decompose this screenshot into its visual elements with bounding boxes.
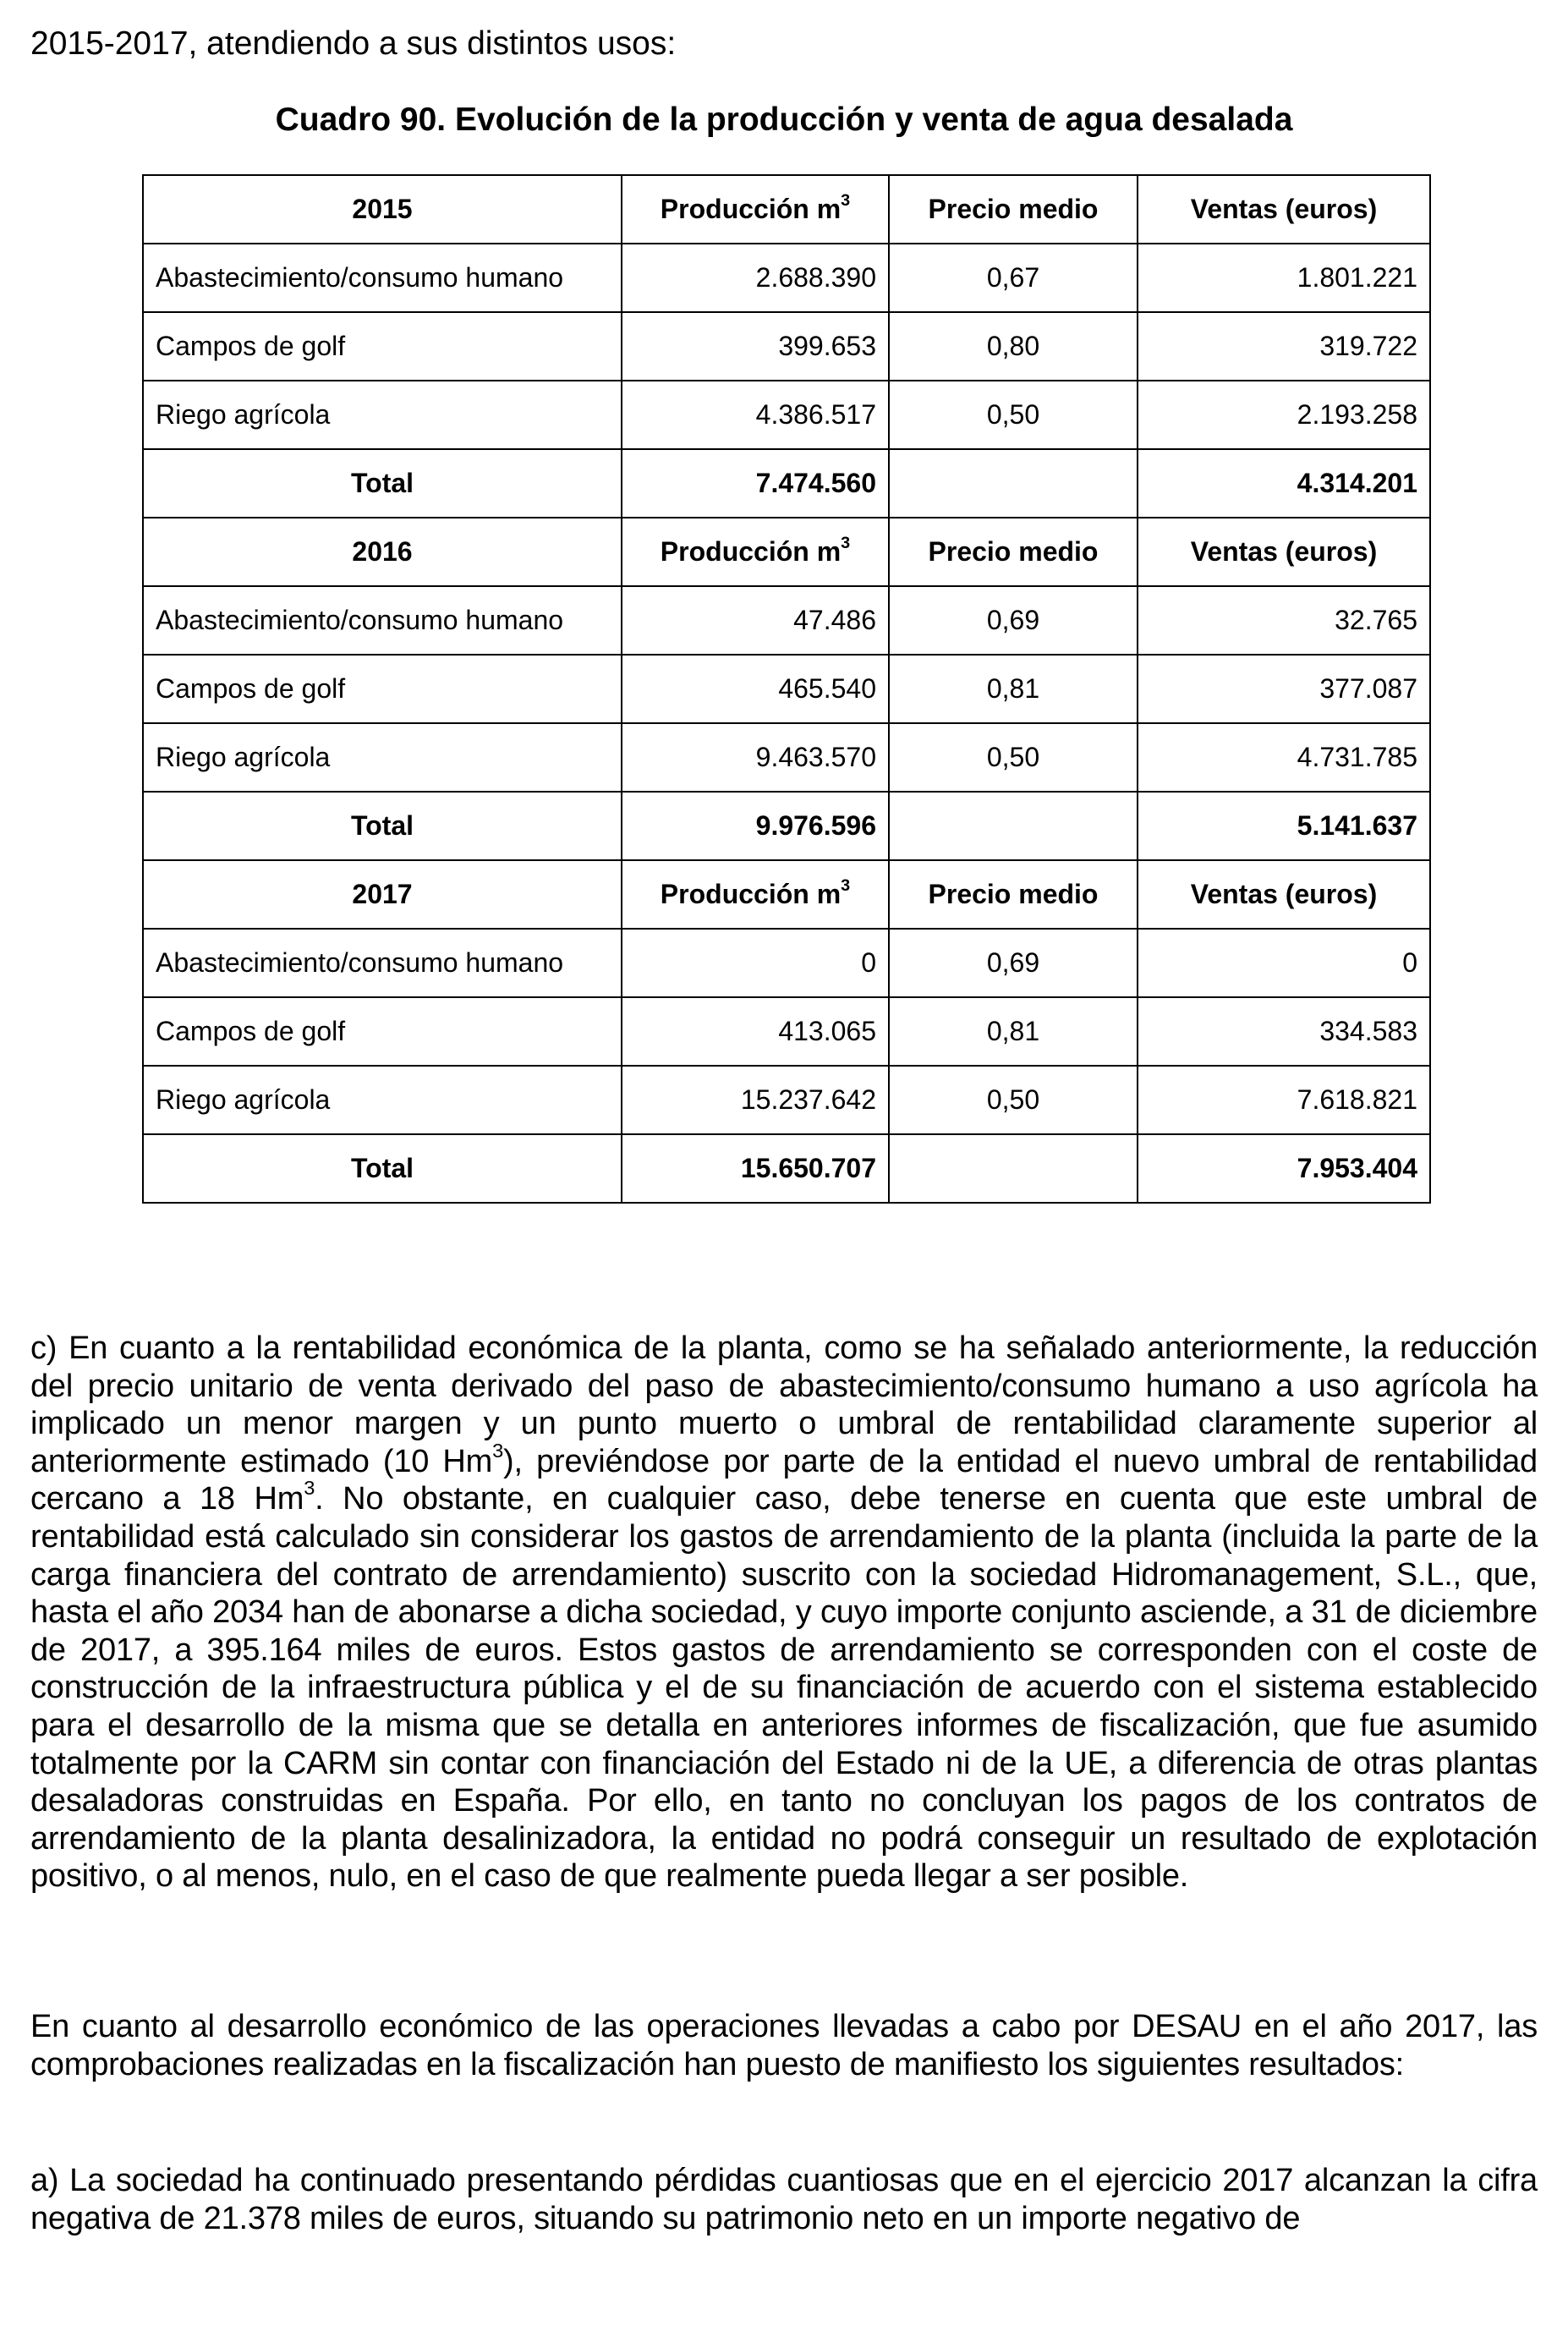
sales-header: Ventas (euros) [1138, 175, 1430, 244]
price-cell: 0,81 [889, 655, 1138, 723]
production-cell: 0 [622, 929, 889, 997]
price-header: Precio medio [889, 175, 1138, 244]
sales-cell: 319.722 [1138, 312, 1430, 381]
production-header: Producción $m^3$ [622, 518, 889, 586]
table-row [143, 997, 1430, 1066]
production-cell: 47.486 [622, 586, 889, 655]
sales-cell: 0 [1138, 929, 1430, 997]
water-production-table [142, 174, 1431, 1204]
total-label: Total [143, 449, 622, 518]
table-caption: Cuadro 90. Evolución de la producción y venta de agua desalada [275, 101, 1293, 138]
sales-cell: 32.765 [1138, 586, 1430, 655]
production-header: Producción $m^3$ [622, 860, 889, 929]
price-cell: 0,81 [889, 997, 1138, 1066]
total-price-empty [889, 792, 1138, 860]
price-cell: 0,80 [889, 312, 1138, 381]
use-cell: Abastecimiento/consumo humano [143, 586, 622, 655]
use-cell: Campos de golf [143, 312, 622, 381]
price-cell: 0,50 [889, 1066, 1138, 1134]
year-header: 2016 [143, 518, 622, 586]
table-row [143, 244, 1430, 312]
table-row [143, 723, 1430, 792]
production-cell: 413.065 [622, 997, 889, 1066]
paragraph-profitability: c) En cuanto a la rentabilidad económica de la planta, como se ha señalado anteriormente, la reducción del precio unitario de venta derivado del paso de abastecimiento/consumo humano a uso agrícola ha implicado un menor margen y un punto muerto o umbral de rentabilidad claramente superior al anteriormente estimado (10 Hm$^3$), previéndose por parte de la entidad el nuevo umbral de rentabilidad cercano a 18 Hm$^3$. No obstante, en cualquier caso, debe tenerse en cuenta que este umbral de rentabilidad está calculado sin considerar los gastos de arrendamiento de la planta (incluida la parte de la carga financiera del contrato de arrendamiento) suscrito con la sociedad Hidromanagement, S.L., que, hasta el año 2034 han de abonarse a dicha sociedad, y cuyo importe conjunto asciende, a 31 de diciembre de 2017, a 395.164 miles de euros. Estos gastos de arrendamiento se corresponden con el coste de construcción de la infraestructura pública y el de su financiación de acuerdo con el sistema establecido para el desarrollo de la misma que se detalla en anteriores informes de fiscalización, que fue asumido totalmente por la CARM sin contar con financiación del Estado ni de la UE, a diferencia de otras plantas desaladoras construidas en España. Por ello, en tanto no concluyan los pagos de los contratos de arrendamiento de la planta desalinizadora, la entidad no podrá conseguir un resultado de explotación positivo, o al menos, nulo, en el caso de que realmente pueda llegar a ser posible. [30, 1330, 1538, 1895]
total-label: Total [143, 792, 622, 860]
price-cell: 0,69 [889, 929, 1138, 997]
total-price-empty [889, 449, 1138, 518]
total-sales: 7.953.404 [1138, 1134, 1430, 1203]
price-header: Precio medio [889, 860, 1138, 929]
price-cell: 0,50 [889, 381, 1138, 449]
production-cell: 9.463.570 [622, 723, 889, 792]
total-sales: 5.141.637 [1138, 792, 1430, 860]
total-price-empty [889, 1134, 1138, 1203]
price-header: Precio medio [889, 518, 1138, 586]
total-production: 15.650.707 [622, 1134, 889, 1203]
total-row [143, 1134, 1430, 1203]
table-header-row [143, 518, 1430, 586]
table-row [143, 586, 1430, 655]
total-production: 7.474.560 [622, 449, 889, 518]
table-row [143, 312, 1430, 381]
use-cell: Riego agrícola [143, 1066, 622, 1134]
year-header: 2017 [143, 860, 622, 929]
price-cell: 0,50 [889, 723, 1138, 792]
production-cell: 399.653 [622, 312, 889, 381]
sales-cell: 4.731.785 [1138, 723, 1430, 792]
price-cell: 0,69 [889, 586, 1138, 655]
table-row [143, 929, 1430, 997]
production-header: Producción $m^3$ [622, 175, 889, 244]
use-cell: Abastecimiento/consumo humano [143, 929, 622, 997]
table-header-row [143, 175, 1430, 244]
paragraph-economic-development: En cuanto al desarrollo económico de las operaciones llevadas a cabo por DESAU en el año 2017, las comprobaciones realizadas en la fiscalización han puesto de manifiesto los siguientes resultados: [30, 2009, 1538, 2082]
use-cell: Abastecimiento/consumo humano [143, 244, 622, 312]
use-cell: Campos de golf [143, 655, 622, 723]
paragraph-losses: a) La sociedad ha continuado presentando pérdidas cuantiosas que en el ejercicio 2017 alcanzan la cifra negativa de 21.378 miles de euros, situando su patrimonio neto en un importe negativo de [30, 2163, 1538, 2236]
sales-cell: 7.618.821 [1138, 1066, 1430, 1134]
total-production: 9.976.596 [622, 792, 889, 860]
use-cell: Campos de golf [143, 997, 622, 1066]
production-cell: 4.386.517 [622, 381, 889, 449]
table-row [143, 655, 1430, 723]
production-cell: 465.540 [622, 655, 889, 723]
price-cell: 0,67 [889, 244, 1138, 312]
year-header: 2015 [143, 175, 622, 244]
table-header-row [143, 860, 1430, 929]
sales-cell: 377.087 [1138, 655, 1430, 723]
sales-cell: 1.801.221 [1138, 244, 1430, 312]
use-cell: Riego agrícola [143, 381, 622, 449]
table-row [143, 1066, 1430, 1134]
intro-line: 2015-2017, atendiendo a sus distintos usos: [30, 25, 677, 62]
total-sales: 4.314.201 [1138, 449, 1430, 518]
total-row [143, 792, 1430, 860]
total-row [143, 449, 1430, 518]
table-row [143, 381, 1430, 449]
total-label: Total [143, 1134, 622, 1203]
sales-cell: 334.583 [1138, 997, 1430, 1066]
production-cell: 2.688.390 [622, 244, 889, 312]
sales-header: Ventas (euros) [1138, 518, 1430, 586]
use-cell: Riego agrícola [143, 723, 622, 792]
production-cell: 15.237.642 [622, 1066, 889, 1134]
sales-cell: 2.193.258 [1138, 381, 1430, 449]
sales-header: Ventas (euros) [1138, 860, 1430, 929]
